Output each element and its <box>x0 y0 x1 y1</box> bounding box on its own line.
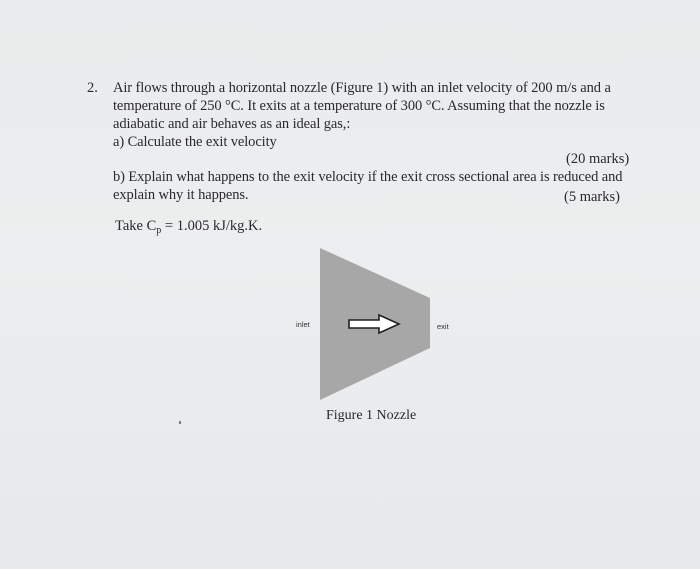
part-b-text: b) Explain what happens to the exit velocity if the exit cross sectional area is reduced and <box>113 169 623 185</box>
given-constant <box>115 218 262 236</box>
flow-arrow-icon <box>347 312 403 336</box>
question-line-1: Air flows through a horizontal nozzle (Figure 1) with an inlet velocity of 200 m/s and a <box>113 80 611 96</box>
part-a-marks: (20 marks) <box>566 151 630 167</box>
part-b-text-continued: explain why it happens. <box>113 187 249 203</box>
inlet-label: inlet <box>296 320 310 329</box>
question-number: 2. <box>87 80 98 96</box>
question-line-2: temperature of 250 °C. It exits at a temperature of 300 °C. Assuming that the nozzle is <box>113 98 605 114</box>
given-constant-subscript: p <box>156 225 162 236</box>
part-b-marks: (5 marks) <box>564 189 620 205</box>
figure-caption: Figure 1 Nozzle <box>326 408 417 423</box>
part-a-text: a) Calculate the exit velocity <box>113 134 277 150</box>
question-line-3: adiabatic and air behaves as an ideal gas,: <box>113 116 351 132</box>
given-constant-prefix: Take C <box>115 218 157 234</box>
given-constant-value: = 1.005 kJ/kg.K. <box>161 218 263 234</box>
exit-label: exit <box>437 322 449 331</box>
stray-mark <box>179 421 181 424</box>
